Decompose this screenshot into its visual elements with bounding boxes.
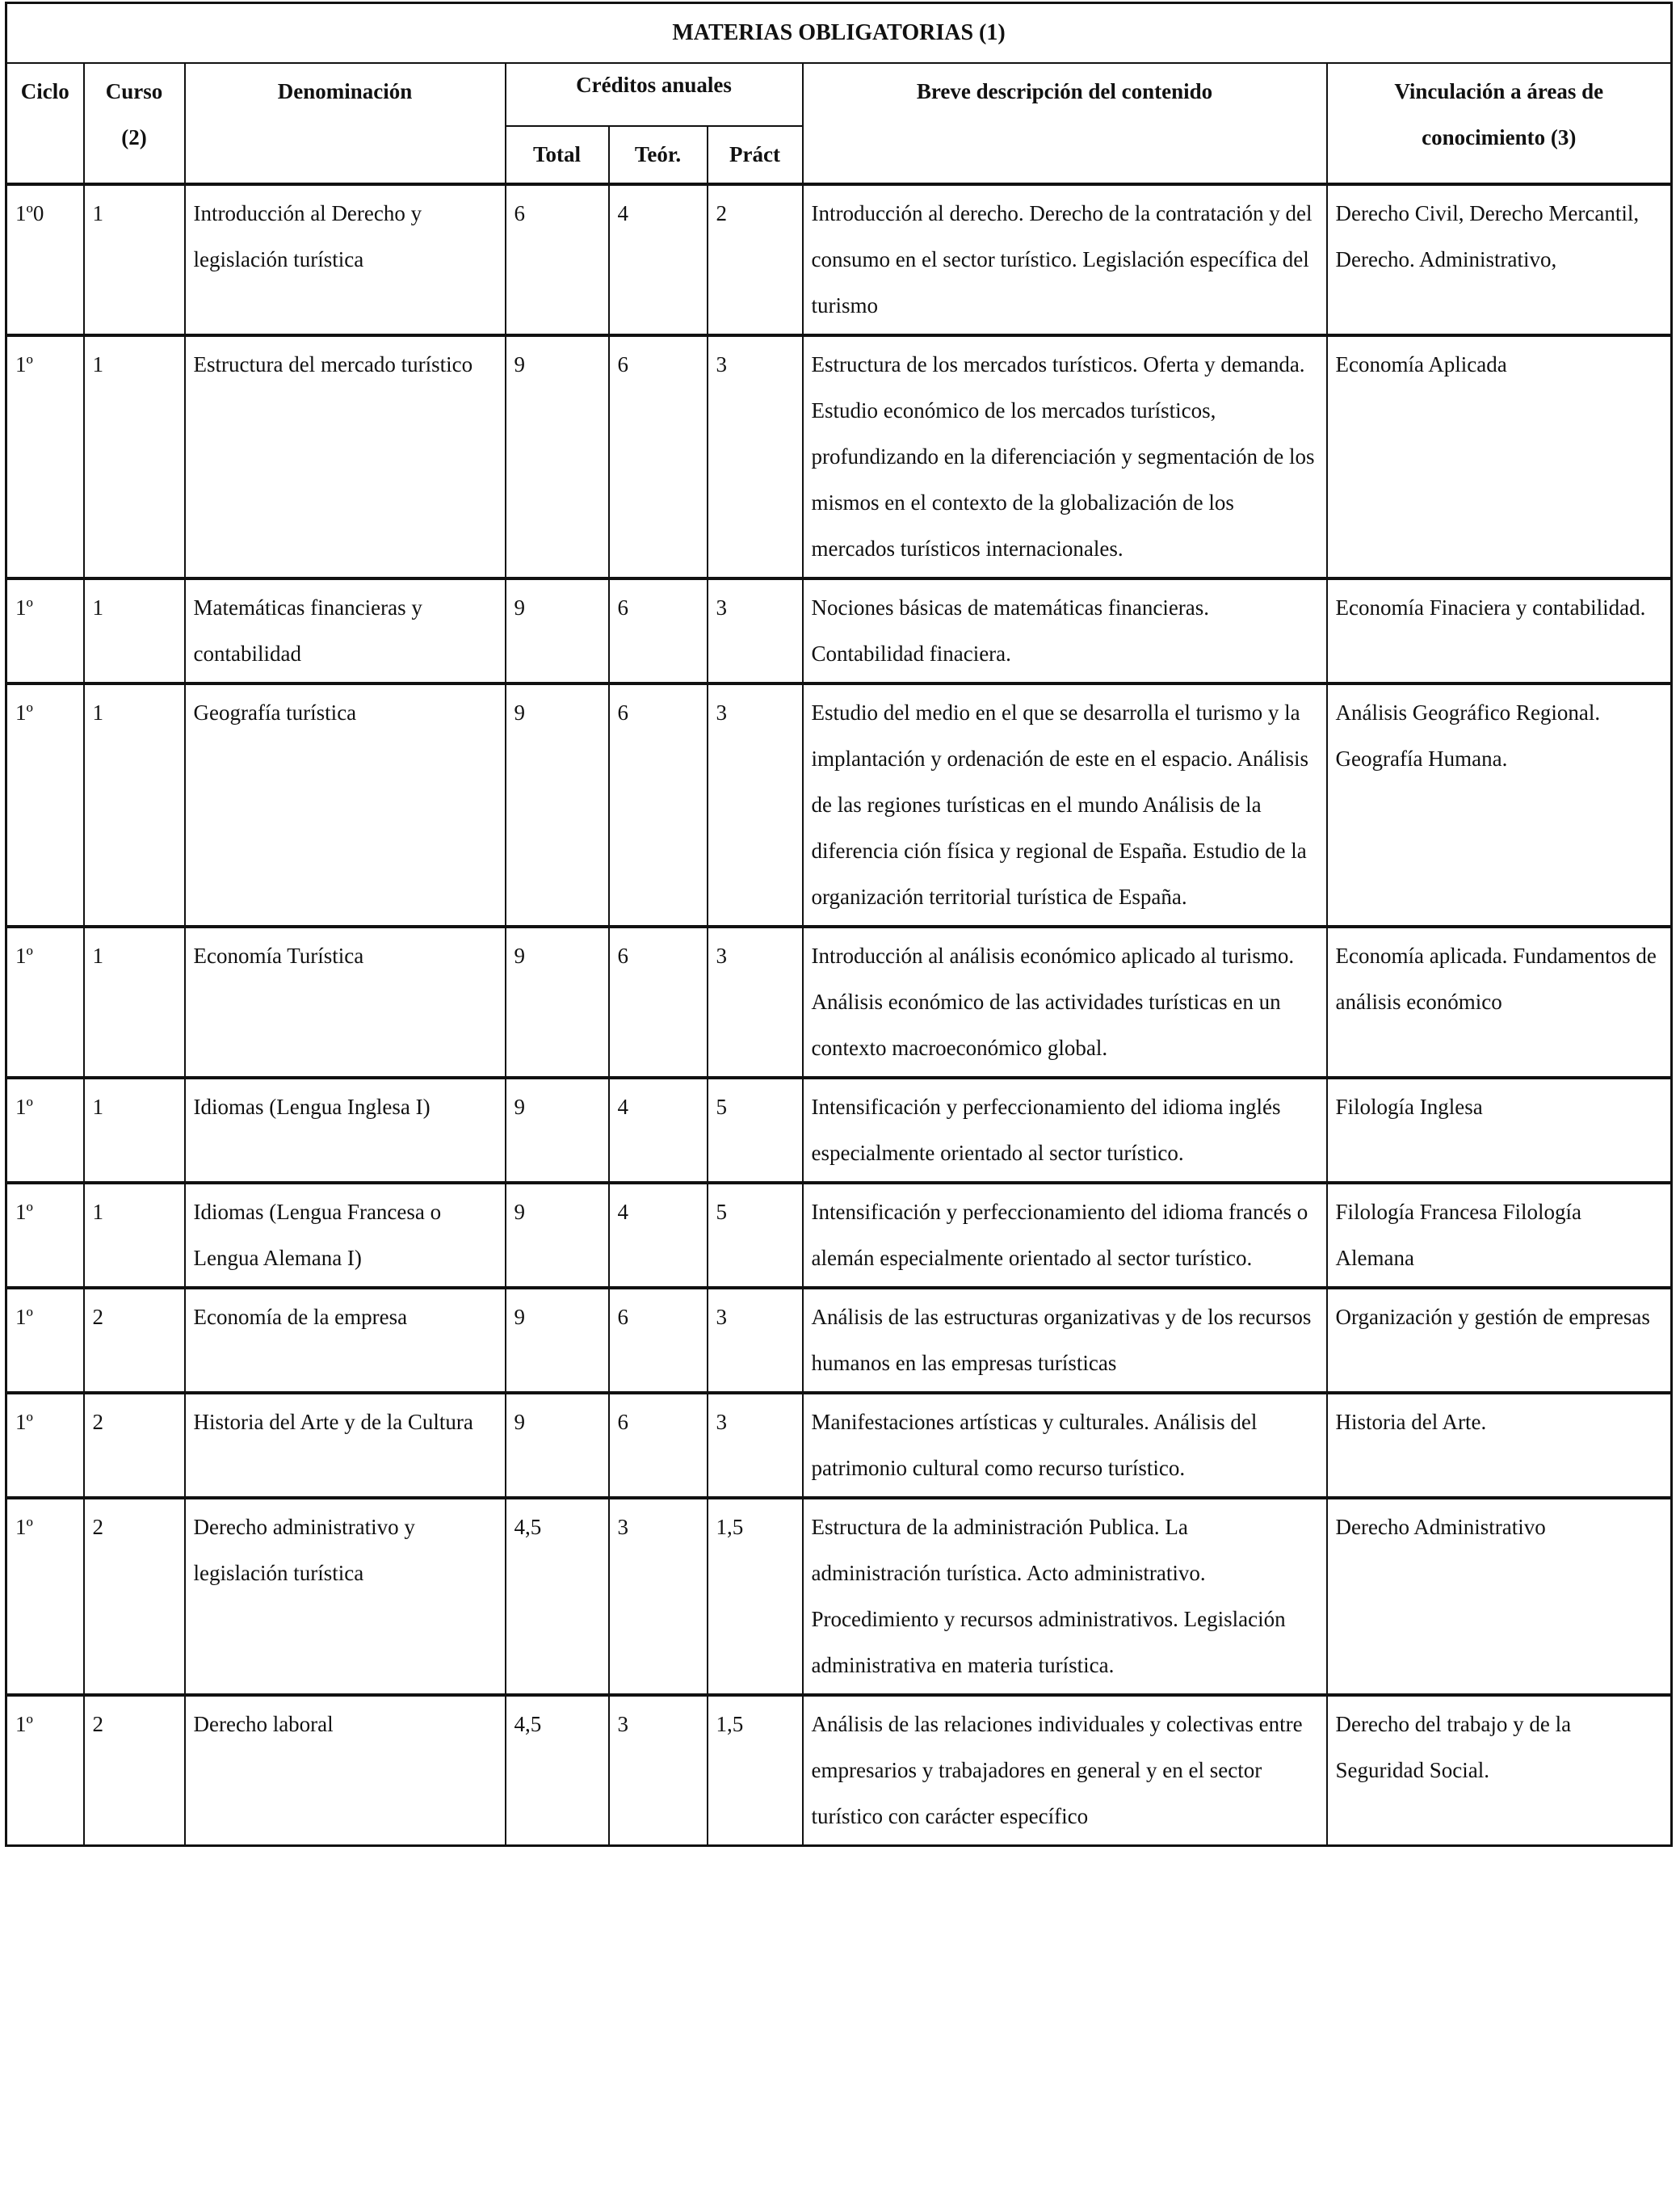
header-teor: Teór. (609, 126, 708, 184)
cell-ciclo: 1º (6, 1498, 84, 1695)
cell-areas: Filología Inglesa (1327, 1078, 1672, 1183)
cell-descripcion: Intensificación y perfeccionamiento del idioma francés o alemán especialmente orientado al sector turístico. (803, 1183, 1327, 1288)
cell-ciclo: 1º0 (6, 184, 84, 335)
table-row (6, 1695, 1672, 1846)
cell-total: 9 (506, 1393, 609, 1498)
cell-total: 4,5 (506, 1695, 609, 1846)
cell-curso: 1 (84, 578, 185, 683)
cell-descripcion: Estudio del medio en el que se desarrolla el turismo y la implantación y ordenación de este en el espacio. Análisis de las regiones turísticas en el mundo Análisis de la diferencia ción física y regional de España. Estudio de la organización territorial turística de España. (803, 683, 1327, 927)
header-curso: Curso (2) (84, 63, 185, 184)
cell-ciclo: 1º (6, 1393, 84, 1498)
cell-denominacion: Historia del Arte y de la Cultura (185, 1393, 506, 1498)
cell-ciclo: 1º (6, 335, 84, 578)
header-denominacion: Denominación (185, 63, 506, 184)
cell-descripcion: Intensificación y perfeccionamiento del idioma inglés especialmente orientado al sector turístico. (803, 1078, 1327, 1183)
cell-denominacion: Derecho administrativo y legislación turística (185, 1498, 506, 1695)
cell-pract: 3 (708, 578, 803, 683)
cell-teor: 6 (609, 927, 708, 1078)
cell-denominacion: Economía de la empresa (185, 1288, 506, 1393)
header-ciclo: Ciclo (6, 63, 84, 184)
cell-ciclo: 1º (6, 1183, 84, 1288)
cell-areas: Derecho del trabajo y de la Seguridad Social. (1327, 1695, 1672, 1846)
table-row (6, 1393, 1672, 1498)
cell-descripcion: Estructura de la administración Publica. La administración turística. Acto administrativo. Procedimiento y recursos administrativos. Legislación administrativa en materia turística. (803, 1498, 1327, 1695)
cell-areas: Derecho Civil, Derecho Mercantil, Derecho. Administrativo, (1327, 184, 1672, 335)
cell-descripcion: Análisis de las estructuras organizativas y de los recursos humanos en las empresas turísticas (803, 1288, 1327, 1393)
cell-pract: 3 (708, 927, 803, 1078)
cell-total: 9 (506, 1183, 609, 1288)
cell-descripcion: Nociones básicas de matemáticas financieras. Contabilidad finaciera. (803, 578, 1327, 683)
cell-ciclo: 1º (6, 1288, 84, 1393)
cell-areas: Filología Francesa Filología Alemana (1327, 1183, 1672, 1288)
table-row (6, 1498, 1672, 1695)
cell-areas: Economía Aplicada (1327, 335, 1672, 578)
cell-denominacion: Derecho laboral (185, 1695, 506, 1846)
cell-areas: Análisis Geográfico Regional. Geografía Humana. (1327, 683, 1672, 927)
cell-teor: 4 (609, 184, 708, 335)
cell-pract: 3 (708, 335, 803, 578)
header-total: Total (506, 126, 609, 184)
header-descripcion: Breve descripción del contenido (803, 63, 1327, 184)
cell-ciclo: 1º (6, 1695, 84, 1846)
cell-curso: 1 (84, 335, 185, 578)
cell-teor: 6 (609, 683, 708, 927)
cell-total: 9 (506, 1288, 609, 1393)
cell-denominacion: Matemáticas financieras y contabilidad (185, 578, 506, 683)
cell-curso: 2 (84, 1288, 185, 1393)
cell-ciclo: 1º (6, 683, 84, 927)
cell-ciclo: 1º (6, 1078, 84, 1183)
cell-pract: 2 (708, 184, 803, 335)
cell-teor: 6 (609, 1393, 708, 1498)
cell-denominacion: Geografía turística (185, 683, 506, 927)
table-row (6, 1288, 1672, 1393)
cell-descripcion: Análisis de las relaciones individuales y colectivas entre empresarios y trabajadores en general y en el sector turístico con carácter específico (803, 1695, 1327, 1846)
table-row (6, 1078, 1672, 1183)
cell-total: 9 (506, 578, 609, 683)
cell-curso: 2 (84, 1695, 185, 1846)
cell-denominacion: Idiomas (Lengua Francesa o Lengua Alemana I) (185, 1183, 506, 1288)
cell-denominacion: Idiomas (Lengua Inglesa I) (185, 1078, 506, 1183)
cell-ciclo: 1º (6, 578, 84, 683)
table-row (6, 683, 1672, 927)
table-row (6, 335, 1672, 578)
cell-curso: 1 (84, 184, 185, 335)
header-pract: Práct (708, 126, 803, 184)
cell-total: 9 (506, 683, 609, 927)
cell-descripcion: Manifestaciones artísticas y culturales. Análisis del patrimonio cultural como recurso turístico. (803, 1393, 1327, 1498)
cell-pract: 5 (708, 1078, 803, 1183)
cell-curso: 1 (84, 1078, 185, 1183)
cell-areas: Historia del Arte. (1327, 1393, 1672, 1498)
cell-pract: 3 (708, 683, 803, 927)
table-row (6, 1183, 1672, 1288)
cell-pract: 1,5 (708, 1498, 803, 1695)
table-row (6, 184, 1672, 335)
cell-denominacion: Introducción al Derecho y legislación turística (185, 184, 506, 335)
cell-curso: 1 (84, 683, 185, 927)
cell-areas: Organización y gestión de empresas (1327, 1288, 1672, 1393)
cell-teor: 4 (609, 1183, 708, 1288)
cell-descripcion: Estructura de los mercados turísticos. Oferta y demanda. Estudio económico de los mercados turísticos, profundizando en la diferenciación y segmentación de los mismos en el contexto de la globalización de los mercados turísticos internacionales. (803, 335, 1327, 578)
header-creditos: Créditos anuales (506, 63, 803, 126)
cell-pract: 1,5 (708, 1695, 803, 1846)
cell-teor: 3 (609, 1498, 708, 1695)
cell-total: 9 (506, 335, 609, 578)
materias-table (5, 2, 1673, 1847)
cell-pract: 5 (708, 1183, 803, 1288)
cell-teor: 4 (609, 1078, 708, 1183)
cell-total: 9 (506, 927, 609, 1078)
table-title: MATERIAS OBLIGATORIAS (1) (6, 3, 1672, 64)
cell-total: 4,5 (506, 1498, 609, 1695)
cell-teor: 6 (609, 1288, 708, 1393)
cell-teor: 6 (609, 335, 708, 578)
cell-denominacion: Economía Turística (185, 927, 506, 1078)
cell-pract: 3 (708, 1288, 803, 1393)
table-body (6, 184, 1672, 1846)
cell-descripcion: Introducción al análisis económico aplicado al turismo. Análisis económico de las actividades turísticas en un contexto macroeconómico global. (803, 927, 1327, 1078)
table-row (6, 927, 1672, 1078)
cell-curso: 1 (84, 927, 185, 1078)
cell-teor: 3 (609, 1695, 708, 1846)
cell-areas: Economía Finaciera y contabilidad. (1327, 578, 1672, 683)
cell-areas: Derecho Administrativo (1327, 1498, 1672, 1695)
cell-total: 9 (506, 1078, 609, 1183)
table-row (6, 578, 1672, 683)
cell-ciclo: 1º (6, 927, 84, 1078)
cell-total: 6 (506, 184, 609, 335)
cell-descripcion: Introducción al derecho. Derecho de la contratación y del consumo en el sector turístico. Legislación específica del turismo (803, 184, 1327, 335)
cell-curso: 2 (84, 1393, 185, 1498)
header-vinculacion: Vinculación a áreas de conocimiento (3) (1327, 63, 1672, 184)
cell-curso: 2 (84, 1498, 185, 1695)
cell-areas: Economía aplicada. Fundamentos de análisis económico (1327, 927, 1672, 1078)
cell-teor: 6 (609, 578, 708, 683)
cell-pract: 3 (708, 1393, 803, 1498)
cell-curso: 1 (84, 1183, 185, 1288)
cell-denominacion: Estructura del mercado turístico (185, 335, 506, 578)
